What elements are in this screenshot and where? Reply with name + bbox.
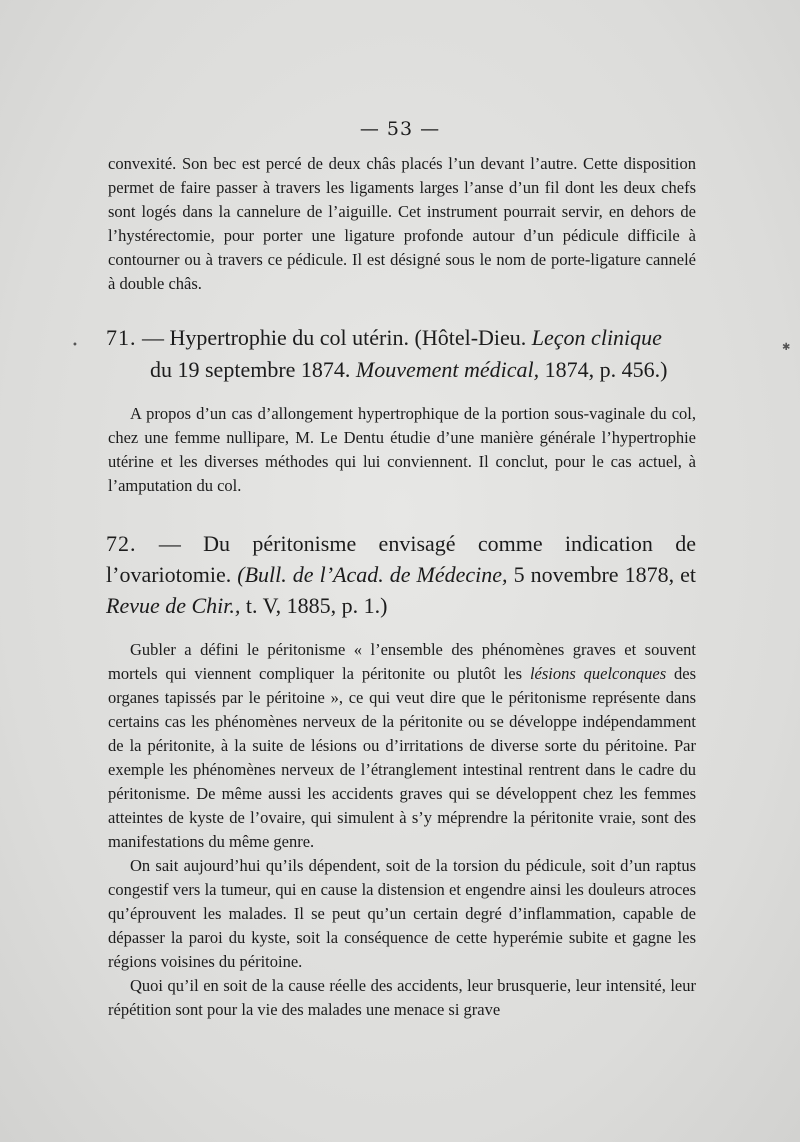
entry-71-title: Hypertrophie du col utérin. — [169, 325, 409, 350]
entry-71-heading — [106, 322, 696, 386]
entry-72-paragraph-3: Quoi qu’il en soit de la cause réelle des accidents, leur brusquerie, leur intensité, leur répétition sont pour la vie des malades une menace si grave — [108, 976, 696, 1019]
entry-71-number: 71. — [106, 325, 137, 350]
entry-71-body — [108, 402, 696, 498]
entry-72-dash: — — [158, 531, 181, 556]
entry-71-dash: — — [142, 325, 164, 350]
entry-72-p1-part-b: des organes tapissés par le péritoine », ce qui veut dire que le péritonisme représente dans certains cas les phénomènes nerveux de la péritonite ou se développe indépendamment de la péritonite, à la suite de lésions ou d’irritations de diverse sorte du péritoine. Par exemple les phénomènes nerveux de l’étranglement intestinal rentrent dans le cadre du péritonisme. De même aussi les accidents graves qui se développent chez les femmes atteintes de kyste de l’ovaire, qui simulent à s’y méprendre la péritonite vraie, sont des manifestations du même genre. — [108, 664, 697, 851]
margin-speck: ✱ — [782, 342, 791, 353]
entry-72-paragraph-2: On sait aujourd’hui qu’ils dépendent, soit de la torsion du pédicule, soit d’un raptus congestif vers la tumeur, qui en cause la distension et engendre ainsi les douleurs atroces qu’éprouvent les malades. Il se peut qu’un certain degré d’inflammation, capable de dépasser la paroi du kyste, soit la conséquence de cette hyperémie subite et gagne les régions voisines du péritoine. — [108, 856, 696, 971]
entry-72-ref-1: 5 novembre 1878, et — [513, 562, 696, 587]
margin-dot: • — [72, 340, 78, 351]
entry-71-ref: 1874, p. 456.) — [544, 357, 668, 382]
entry-72-ref-2: t. V, 1885, p. 1.) — [245, 593, 388, 618]
entry-71-heading-line2 — [106, 354, 696, 386]
entry-72-journal-2: Revue de Chir., — [106, 593, 241, 618]
entry-72-paragraph-1 — [108, 638, 696, 854]
entry-71-source-start: (Hôtel-Dieu. — [414, 325, 527, 350]
page-number: — 53 — — [359, 118, 441, 140]
entry-71-paragraph: A propos d’un cas d’allongement hypertrophique de la portion sous-vaginale du col, chez une femme nullipare, M. Le Dentu étudie d’une manière générale l’hypertrophie utérine et les diverses méthodes qui lui conviennent. Il conclut, pour le cas actuel, à l’amputation du col. — [108, 404, 696, 495]
entry-71-source-italic: Leçon clinique — [531, 325, 662, 350]
entry-72-p1-italic: lésions quelconques — [529, 664, 667, 683]
entry-71-date: du 19 septembre 1874. — [150, 357, 351, 382]
entry-72-heading — [106, 528, 696, 621]
entry-72-body — [108, 638, 696, 1022]
entry-72-number: 72. — [106, 531, 137, 556]
entry-72-title: Du péritonisme envisagé comme indication de l’ovariotomie. — [106, 531, 697, 587]
intro-paragraph: convexité. Son bec est percé de deux châs placés l’un devant l’autre. Cette disposition permet de faire passer à travers les ligaments larges l’anse d’un fil dont les deux chefs sont logés dans la cannelure de l’aiguille. Cet instrument pourrait servir, en dehors de l’hystérectomie, pour porter une ligature profonde autour d’un pédicule difficile à contourner ou à travers ce pédicule. Il est désigné sous le nom de porte-ligature cannelé à double châs. — [108, 154, 696, 293]
entry-71-journal: Mouvement médical, — [355, 357, 540, 382]
entry-72-journal-1: (Bull. de l’Acad. de Médecine, — [237, 562, 508, 587]
entry-72-p1-part-a: Gubler a défini le péritonisme « l’ensemble des phénomènes graves et souvent mortels qui viennent compliquer la péritonite ou plutôt les — [108, 640, 696, 683]
intro-paragraph-block — [108, 152, 696, 296]
